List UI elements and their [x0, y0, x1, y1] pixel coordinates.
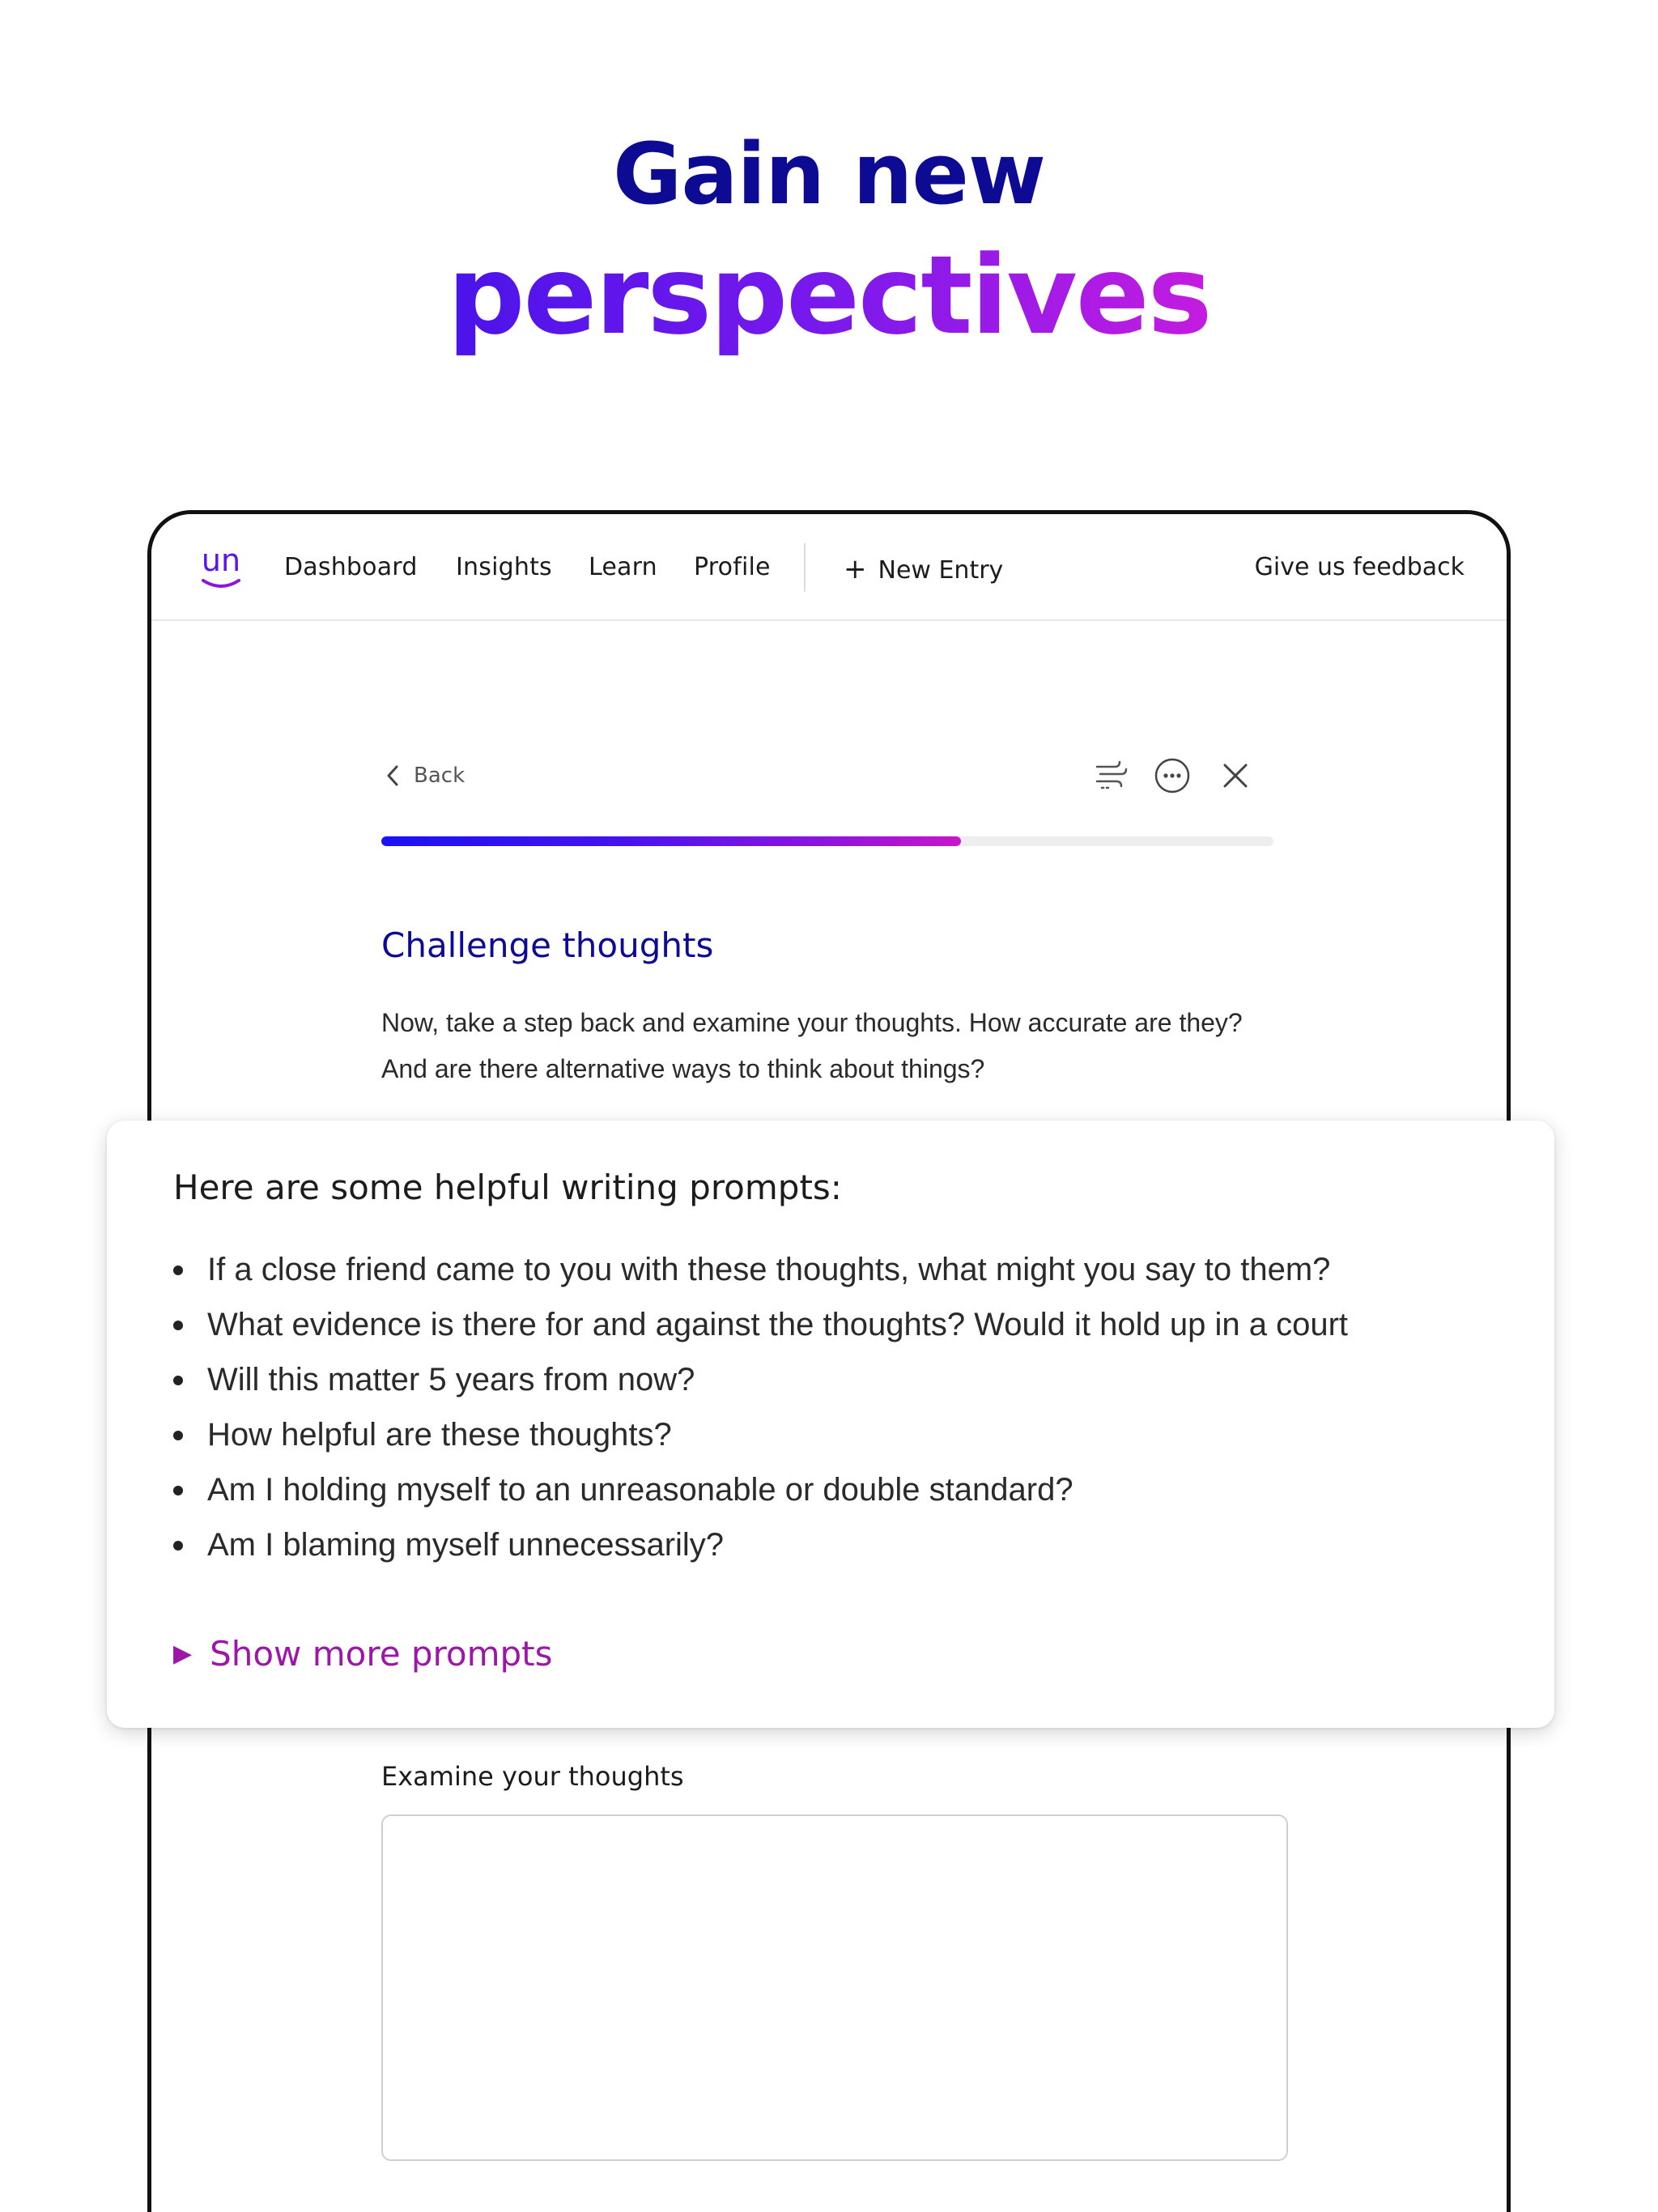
examine-label: Examine your thoughts [381, 1761, 684, 1792]
show-more-label: Show more prompts [210, 1634, 553, 1674]
section-title: Challenge thoughts [381, 925, 714, 965]
back-button[interactable] [386, 764, 465, 788]
show-more-prompts-button[interactable] [173, 1634, 553, 1674]
close-icon[interactable] [1217, 757, 1254, 794]
more-options-icon[interactable] [1154, 757, 1191, 794]
prompt-item: What evidence is there for and against the thoughts? Would it hold up in a court [173, 1297, 1533, 1352]
triangle-right-icon: ▶ [173, 1640, 193, 1668]
prompt-item: How helpful are these thoughts? [173, 1407, 1533, 1462]
prompts-title: Here are some helpful writing prompts: [173, 1168, 842, 1207]
nav-learn[interactable]: Learn [589, 553, 657, 581]
prompt-item: Will this matter 5 years from now? [173, 1352, 1533, 1407]
logo-text: un [201, 542, 241, 578]
app-logo[interactable] [192, 538, 250, 597]
progress-bar [381, 836, 1273, 846]
headline-line-1: Gain new [612, 125, 1046, 223]
plus-icon: + [844, 553, 867, 585]
prompt-item: Am I holding myself to an unreasonable or double standard? [173, 1462, 1533, 1517]
prompt-list [173, 1242, 1533, 1572]
headline [0, 121, 1658, 364]
feedback-link[interactable]: Give us feedback [1254, 553, 1465, 581]
nav-profile[interactable]: Profile [694, 553, 771, 581]
back-label: Back [414, 764, 466, 788]
progress-fill [381, 836, 961, 846]
breathing-icon[interactable] [1092, 757, 1129, 794]
nav-dashboard[interactable]: Dashboard [284, 553, 418, 581]
prompt-item: Am I blaming myself unnecessarily? [173, 1517, 1533, 1572]
headline-line-2: perspectives [448, 227, 1211, 364]
new-entry-button[interactable] [844, 553, 1003, 585]
new-entry-label: New Entry [878, 556, 1004, 585]
examine-thoughts-input[interactable] [381, 1814, 1288, 2161]
section-description: Now, take a step back and examine your thoughts. How accurate are they? And are there alternative ways to think about things? [381, 1008, 1243, 1083]
chevron-left-icon [386, 765, 399, 786]
nav-divider [804, 543, 806, 592]
writing-prompts-card [107, 1121, 1554, 1728]
top-navbar [151, 514, 1507, 621]
nav-insights[interactable]: Insights [456, 553, 552, 581]
prompt-item: If a close friend came to you with these thoughts, what might you say to them? [173, 1242, 1533, 1297]
